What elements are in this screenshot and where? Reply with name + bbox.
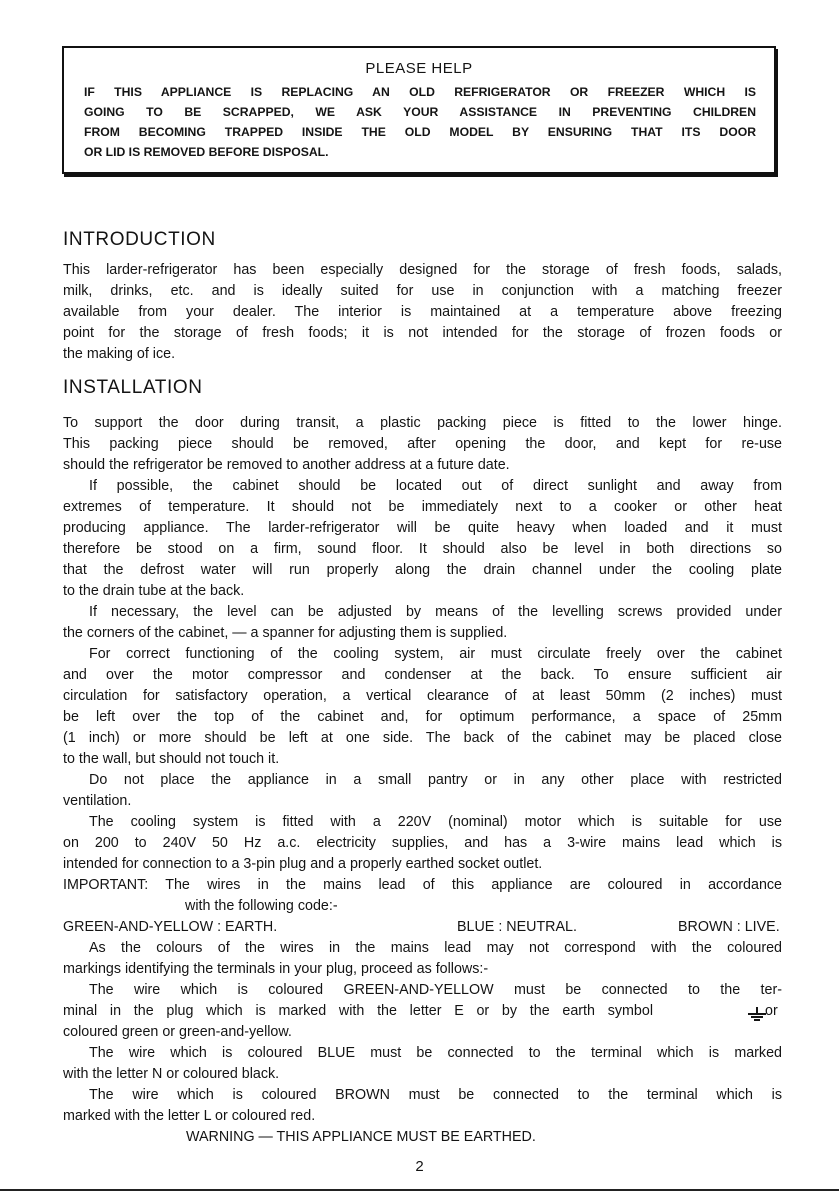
install-line: ventilation. (63, 793, 132, 809)
install-line: with the letter N or coloured black. (63, 1066, 280, 1082)
install-line: To support the door during transit, a plastic packing piece is fitted to the lower hinge. (63, 415, 782, 431)
introduction-heading: INTRODUCTION (63, 229, 216, 250)
notice-line: IF THIS APPLIANCE IS REPLACING AN OLD REFRIGERATOR OR FREEZER WHICH IS (84, 85, 756, 99)
intro-line: the making of ice. (63, 346, 176, 362)
install-line: The wire which is coloured BROWN must be connected to the terminal which is (89, 1087, 782, 1103)
install-line: IMPORTANT: The wires in the mains lead of this appliance are coloured in accordance (63, 877, 782, 893)
notice-line: FROM BECOMING TRAPPED INSIDE THE OLD MODEL BY ENSURING THAT ITS DOOR (84, 125, 756, 139)
install-line: coloured green or green-and-yellow. (63, 1024, 292, 1040)
install-line: marked with the letter L or coloured red. (63, 1108, 316, 1124)
install-line: intended for connection to a 3-pin plug and a properly earthed socket outlet. (63, 856, 543, 872)
install-line: the corners of the cabinet, — a spanner for adjusting them is supplied. (63, 625, 508, 641)
wire-code-live: BROWN : LIVE. (678, 919, 780, 935)
install-line: therefore be stood on a firm, sound floor. It should also be level in both directions so (63, 541, 782, 557)
install-line: For correct functioning of the cooling system, air must circulate freely over the cabinet (89, 646, 782, 662)
install-line: producing appliance. The larder-refrigerator will be quite heavy when loaded and it must (63, 520, 782, 536)
warning-notice-box (62, 46, 776, 174)
earthing-warning: WARNING — THIS APPLIANCE MUST BE EARTHED. (186, 1129, 536, 1145)
install-line: (1 inch) or more should be left at one side. The back of the cabinet may be placed close (63, 730, 782, 746)
install-line: The wire which is coloured GREEN-AND-YELLOW must be connected to the ter- (89, 982, 782, 998)
page-number: 2 (415, 1158, 424, 1175)
install-line: to the wall, but should not touch it. (63, 751, 280, 767)
notice-title: PLEASE HELP (365, 60, 473, 77)
notice-line: OR LID IS REMOVED BEFORE DISPOSAL. (84, 145, 329, 159)
install-line: The wire which is coloured BLUE must be connected to the terminal which is marked (89, 1045, 782, 1061)
wire-code-neutral: BLUE : NEUTRAL. (457, 919, 577, 935)
install-line: minal in the plug which is marked with the letter E or by the earth symbol (63, 1003, 653, 1019)
installation-heading: INSTALLATION (63, 377, 203, 398)
install-line: be left over the top of the cabinet and, for optimum performance, a space of 25mm (63, 709, 782, 725)
install-line: The cooling system is fitted with a 220V (nominal) motor which is suitable for use (89, 814, 782, 830)
install-line: to the drain tube at the back. (63, 583, 245, 599)
install-line: with the following code:- (185, 898, 338, 914)
wire-code-earth: GREEN-AND-YELLOW : EARTH. (63, 919, 278, 935)
install-line: and over the motor compressor and condenser at the back. To ensure sufficient air (63, 667, 782, 683)
install-line: If possible, the cabinet should be located out of direct sunlight and away from (89, 478, 782, 494)
install-line: This packing piece should be removed, after opening the door, and kept for re-use (63, 436, 782, 452)
install-line: extremes of temperature. It should not be immediately next to a cooker or other heat (63, 499, 782, 515)
install-line: As the colours of the wires in the mains lead may not correspond with the coloured (89, 940, 782, 956)
intro-line: This larder-refrigerator has been especially designed for the storage of fresh foods, salads, (63, 262, 782, 278)
install-line: circulation for satisfactory operation, a vertical clearance of at least 50mm (2 inches) must (63, 688, 782, 704)
intro-line: point for the storage of fresh foods; it is not intended for the storage of frozen foods or (63, 325, 782, 341)
intro-line: milk, drinks, etc. and is ideally suited for use in conjunction with a matching freezer (63, 283, 782, 299)
install-line: that the defrost water will run properly along the drain channel under the cooling plate (63, 562, 782, 578)
install-line: If necessary, the level can be adjusted by means of the levelling screws provided under (89, 604, 782, 620)
install-line: should the refrigerator be removed to another address at a future date. (63, 457, 510, 473)
install-line: on 200 to 240V 50 Hz a.c. electricity supplies, and has a 3-wire mains lead which is (63, 835, 782, 851)
install-line: markings identifying the terminals in your plug, proceed as follows:- (63, 961, 489, 977)
install-line: Do not place the appliance in a small pantry or in any other place with restricted (89, 772, 782, 788)
notice-line: GOING TO BE SCRAPPED, WE ASK YOUR ASSISTANCE IN PREVENTING CHILDREN (84, 105, 756, 119)
intro-line: available from your dealer. The interior is maintained at a temperature above freezing (63, 304, 782, 320)
install-line: or (765, 1003, 778, 1019)
earth-symbol-icon (748, 1007, 766, 1021)
